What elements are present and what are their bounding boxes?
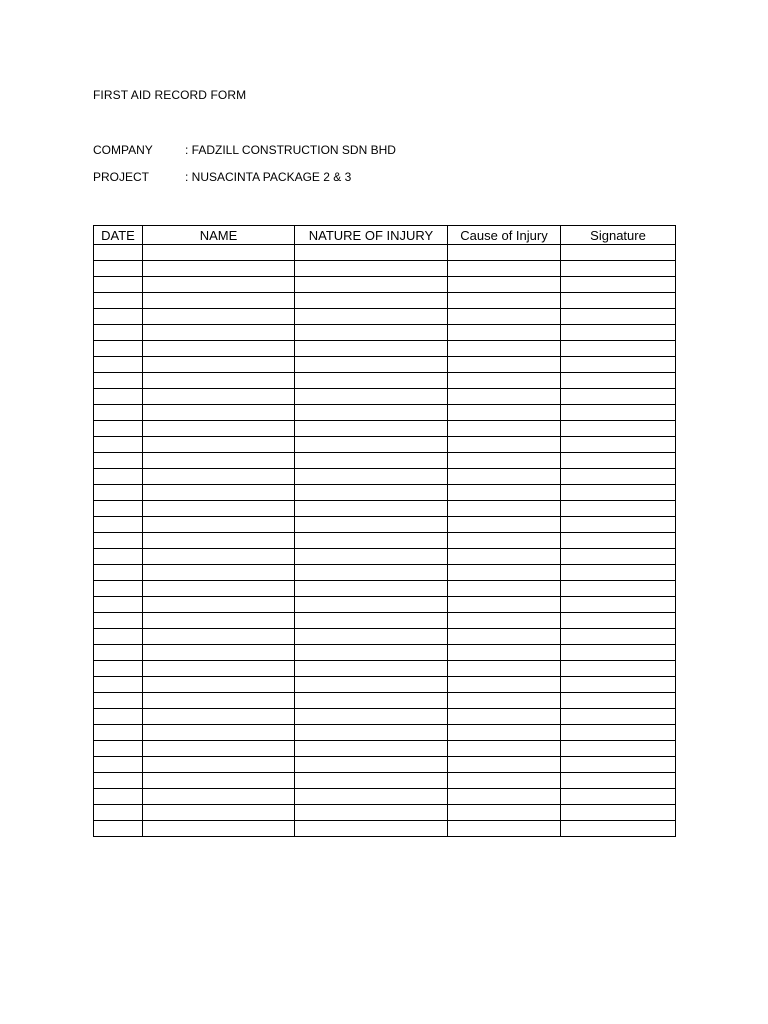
cell-cause-of-injury bbox=[448, 533, 561, 549]
cell-signature bbox=[561, 373, 676, 389]
cell-cause-of-injury bbox=[448, 789, 561, 805]
cell-nature-of-injury bbox=[295, 373, 448, 389]
cell-signature bbox=[561, 757, 676, 773]
cell-date bbox=[94, 341, 143, 357]
table-row bbox=[94, 277, 676, 293]
table-body bbox=[94, 245, 676, 837]
cell-nature-of-injury bbox=[295, 821, 448, 837]
cell-name bbox=[143, 757, 295, 773]
cell-cause-of-injury bbox=[448, 773, 561, 789]
cell-date bbox=[94, 805, 143, 821]
cell-name bbox=[143, 597, 295, 613]
cell-name bbox=[143, 645, 295, 661]
first-aid-records-table bbox=[93, 225, 676, 837]
cell-cause-of-injury bbox=[448, 565, 561, 581]
cell-signature bbox=[561, 645, 676, 661]
cell-date bbox=[94, 757, 143, 773]
cell-name bbox=[143, 517, 295, 533]
project-label: PROJECT bbox=[93, 170, 150, 184]
cell-name bbox=[143, 389, 295, 405]
cell-date bbox=[94, 725, 143, 741]
cell-name bbox=[143, 293, 295, 309]
cell-date bbox=[94, 789, 143, 805]
cell-signature bbox=[561, 245, 676, 261]
cell-date bbox=[94, 389, 143, 405]
cell-cause-of-injury bbox=[448, 389, 561, 405]
cell-signature bbox=[561, 613, 676, 629]
cell-signature bbox=[561, 437, 676, 453]
cell-name bbox=[143, 581, 295, 597]
cell-nature-of-injury bbox=[295, 565, 448, 581]
cell-nature-of-injury bbox=[295, 741, 448, 757]
cell-nature-of-injury bbox=[295, 453, 448, 469]
cell-signature bbox=[561, 661, 676, 677]
cell-signature bbox=[561, 741, 676, 757]
header-nature-of-injury: NATURE OF INJURY bbox=[295, 226, 448, 245]
cell-name bbox=[143, 661, 295, 677]
project-value: : NUSACINTA PACKAGE 2 & 3 bbox=[185, 170, 352, 184]
cell-cause-of-injury bbox=[448, 549, 561, 565]
cell-signature bbox=[561, 597, 676, 613]
cell-name bbox=[143, 677, 295, 693]
cell-name bbox=[143, 261, 295, 277]
cell-nature-of-injury bbox=[295, 693, 448, 709]
header-name: NAME bbox=[143, 226, 295, 245]
cell-cause-of-injury bbox=[448, 341, 561, 357]
header-date: DATE bbox=[94, 226, 143, 245]
cell-name bbox=[143, 485, 295, 501]
cell-signature bbox=[561, 501, 676, 517]
table-row bbox=[94, 549, 676, 565]
cell-date bbox=[94, 405, 143, 421]
cell-nature-of-injury bbox=[295, 725, 448, 741]
table-row bbox=[94, 533, 676, 549]
cell-signature bbox=[561, 405, 676, 421]
cell-nature-of-injury bbox=[295, 533, 448, 549]
cell-signature bbox=[561, 677, 676, 693]
cell-nature-of-injury bbox=[295, 629, 448, 645]
cell-name bbox=[143, 693, 295, 709]
cell-name bbox=[143, 709, 295, 725]
cell-date bbox=[94, 773, 143, 789]
cell-cause-of-injury bbox=[448, 725, 561, 741]
cell-cause-of-injury bbox=[448, 309, 561, 325]
table-row bbox=[94, 725, 676, 741]
cell-signature bbox=[561, 581, 676, 597]
cell-cause-of-injury bbox=[448, 469, 561, 485]
cell-signature bbox=[561, 709, 676, 725]
table-row bbox=[94, 453, 676, 469]
cell-name bbox=[143, 725, 295, 741]
cell-date bbox=[94, 677, 143, 693]
cell-signature bbox=[561, 261, 676, 277]
cell-date bbox=[94, 661, 143, 677]
cell-nature-of-injury bbox=[295, 325, 448, 341]
project-row bbox=[93, 170, 351, 184]
header-cause-of-injury: Cause of Injury bbox=[448, 226, 561, 245]
cell-nature-of-injury bbox=[295, 389, 448, 405]
cell-name bbox=[143, 421, 295, 437]
cell-signature bbox=[561, 469, 676, 485]
cell-nature-of-injury bbox=[295, 709, 448, 725]
cell-date bbox=[94, 581, 143, 597]
cell-date bbox=[94, 501, 143, 517]
cell-signature bbox=[561, 629, 676, 645]
cell-cause-of-injury bbox=[448, 517, 561, 533]
cell-nature-of-injury bbox=[295, 581, 448, 597]
cell-date bbox=[94, 485, 143, 501]
cell-cause-of-injury bbox=[448, 613, 561, 629]
table-row bbox=[94, 389, 676, 405]
cell-name bbox=[143, 549, 295, 565]
table-row bbox=[94, 341, 676, 357]
cell-signature bbox=[561, 517, 676, 533]
cell-name bbox=[143, 437, 295, 453]
table-row bbox=[94, 565, 676, 581]
cell-cause-of-injury bbox=[448, 757, 561, 773]
cell-cause-of-injury bbox=[448, 437, 561, 453]
cell-cause-of-injury bbox=[448, 645, 561, 661]
cell-nature-of-injury bbox=[295, 549, 448, 565]
cell-date bbox=[94, 245, 143, 261]
cell-cause-of-injury bbox=[448, 357, 561, 373]
cell-cause-of-injury bbox=[448, 501, 561, 517]
cell-name bbox=[143, 501, 295, 517]
table-row bbox=[94, 677, 676, 693]
cell-date bbox=[94, 309, 143, 325]
table-row bbox=[94, 421, 676, 437]
cell-nature-of-injury bbox=[295, 645, 448, 661]
cell-signature bbox=[561, 549, 676, 565]
cell-nature-of-injury bbox=[295, 757, 448, 773]
table-row bbox=[94, 309, 676, 325]
cell-date bbox=[94, 437, 143, 453]
cell-date bbox=[94, 469, 143, 485]
cell-cause-of-injury bbox=[448, 485, 561, 501]
cell-date bbox=[94, 645, 143, 661]
cell-nature-of-injury bbox=[295, 261, 448, 277]
cell-nature-of-injury bbox=[295, 501, 448, 517]
cell-signature bbox=[561, 309, 676, 325]
cell-nature-of-injury bbox=[295, 805, 448, 821]
cell-nature-of-injury bbox=[295, 517, 448, 533]
cell-cause-of-injury bbox=[448, 261, 561, 277]
table-row bbox=[94, 245, 676, 261]
cell-name bbox=[143, 629, 295, 645]
cell-signature bbox=[561, 485, 676, 501]
table-row bbox=[94, 709, 676, 725]
cell-signature bbox=[561, 277, 676, 293]
cell-signature bbox=[561, 293, 676, 309]
table-row bbox=[94, 405, 676, 421]
cell-date bbox=[94, 277, 143, 293]
cell-date bbox=[94, 533, 143, 549]
table-row bbox=[94, 357, 676, 373]
table-row bbox=[94, 693, 676, 709]
cell-cause-of-injury bbox=[448, 805, 561, 821]
cell-nature-of-injury bbox=[295, 421, 448, 437]
cell-name bbox=[143, 325, 295, 341]
cell-cause-of-injury bbox=[448, 277, 561, 293]
cell-name bbox=[143, 805, 295, 821]
cell-nature-of-injury bbox=[295, 789, 448, 805]
cell-date bbox=[94, 325, 143, 341]
cell-date bbox=[94, 597, 143, 613]
company-label: COMPANY bbox=[93, 143, 153, 157]
cell-cause-of-injury bbox=[448, 293, 561, 309]
cell-date bbox=[94, 565, 143, 581]
cell-nature-of-injury bbox=[295, 677, 448, 693]
cell-signature bbox=[561, 341, 676, 357]
cell-name bbox=[143, 357, 295, 373]
cell-cause-of-injury bbox=[448, 741, 561, 757]
table-row bbox=[94, 629, 676, 645]
cell-date bbox=[94, 629, 143, 645]
cell-date bbox=[94, 453, 143, 469]
cell-date bbox=[94, 421, 143, 437]
cell-cause-of-injury bbox=[448, 373, 561, 389]
cell-date bbox=[94, 373, 143, 389]
cell-date bbox=[94, 741, 143, 757]
cell-cause-of-injury bbox=[448, 629, 561, 645]
cell-date bbox=[94, 709, 143, 725]
cell-cause-of-injury bbox=[448, 245, 561, 261]
cell-name bbox=[143, 741, 295, 757]
cell-name bbox=[143, 277, 295, 293]
cell-date bbox=[94, 693, 143, 709]
cell-date bbox=[94, 613, 143, 629]
cell-nature-of-injury bbox=[295, 613, 448, 629]
cell-nature-of-injury bbox=[295, 341, 448, 357]
cell-nature-of-injury bbox=[295, 293, 448, 309]
cell-signature bbox=[561, 725, 676, 741]
cell-cause-of-injury bbox=[448, 677, 561, 693]
cell-name bbox=[143, 613, 295, 629]
cell-date bbox=[94, 549, 143, 565]
table-row bbox=[94, 789, 676, 805]
cell-nature-of-injury bbox=[295, 469, 448, 485]
cell-cause-of-injury bbox=[448, 661, 561, 677]
table-row bbox=[94, 821, 676, 837]
cell-name bbox=[143, 565, 295, 581]
cell-name bbox=[143, 453, 295, 469]
cell-cause-of-injury bbox=[448, 421, 561, 437]
table-row bbox=[94, 485, 676, 501]
table-row bbox=[94, 613, 676, 629]
cell-date bbox=[94, 293, 143, 309]
cell-name bbox=[143, 373, 295, 389]
table-row bbox=[94, 645, 676, 661]
cell-name bbox=[143, 309, 295, 325]
cell-nature-of-injury bbox=[295, 357, 448, 373]
cell-name bbox=[143, 469, 295, 485]
cell-cause-of-injury bbox=[448, 325, 561, 341]
cell-nature-of-injury bbox=[295, 661, 448, 677]
cell-cause-of-injury bbox=[448, 821, 561, 837]
cell-signature bbox=[561, 453, 676, 469]
cell-nature-of-injury bbox=[295, 773, 448, 789]
table-row bbox=[94, 741, 676, 757]
table-row bbox=[94, 757, 676, 773]
cell-signature bbox=[561, 325, 676, 341]
cell-name bbox=[143, 533, 295, 549]
cell-cause-of-injury bbox=[448, 405, 561, 421]
cell-name bbox=[143, 245, 295, 261]
cell-name bbox=[143, 773, 295, 789]
header-signature: Signature bbox=[561, 226, 676, 245]
table-row bbox=[94, 469, 676, 485]
cell-nature-of-injury bbox=[295, 245, 448, 261]
cell-cause-of-injury bbox=[448, 693, 561, 709]
form-title: FIRST AID RECORD FORM bbox=[93, 88, 247, 102]
cell-nature-of-injury bbox=[295, 437, 448, 453]
table-row bbox=[94, 293, 676, 309]
cell-signature bbox=[561, 693, 676, 709]
company-row bbox=[93, 143, 396, 157]
cell-date bbox=[94, 517, 143, 533]
cell-name bbox=[143, 821, 295, 837]
table-row bbox=[94, 373, 676, 389]
cell-name bbox=[143, 341, 295, 357]
cell-signature bbox=[561, 789, 676, 805]
cell-name bbox=[143, 789, 295, 805]
cell-signature bbox=[561, 565, 676, 581]
cell-signature bbox=[561, 357, 676, 373]
cell-nature-of-injury bbox=[295, 485, 448, 501]
cell-date bbox=[94, 261, 143, 277]
table-header-row bbox=[94, 226, 676, 245]
cell-nature-of-injury bbox=[295, 309, 448, 325]
table-row bbox=[94, 597, 676, 613]
cell-cause-of-injury bbox=[448, 709, 561, 725]
table-row bbox=[94, 805, 676, 821]
cell-name bbox=[143, 405, 295, 421]
table-row bbox=[94, 501, 676, 517]
table-row bbox=[94, 661, 676, 677]
cell-cause-of-injury bbox=[448, 453, 561, 469]
cell-nature-of-injury bbox=[295, 405, 448, 421]
cell-cause-of-injury bbox=[448, 597, 561, 613]
cell-cause-of-injury bbox=[448, 581, 561, 597]
table-row bbox=[94, 437, 676, 453]
company-value: : FADZILL CONSTRUCTION SDN BHD bbox=[185, 143, 396, 157]
cell-signature bbox=[561, 821, 676, 837]
cell-date bbox=[94, 821, 143, 837]
table-row bbox=[94, 325, 676, 341]
cell-signature bbox=[561, 389, 676, 405]
table-row bbox=[94, 517, 676, 533]
cell-nature-of-injury bbox=[295, 277, 448, 293]
cell-signature bbox=[561, 533, 676, 549]
cell-signature bbox=[561, 805, 676, 821]
table-row bbox=[94, 773, 676, 789]
cell-signature bbox=[561, 421, 676, 437]
cell-nature-of-injury bbox=[295, 597, 448, 613]
cell-date bbox=[94, 357, 143, 373]
table-row bbox=[94, 261, 676, 277]
cell-signature bbox=[561, 773, 676, 789]
table-row bbox=[94, 581, 676, 597]
